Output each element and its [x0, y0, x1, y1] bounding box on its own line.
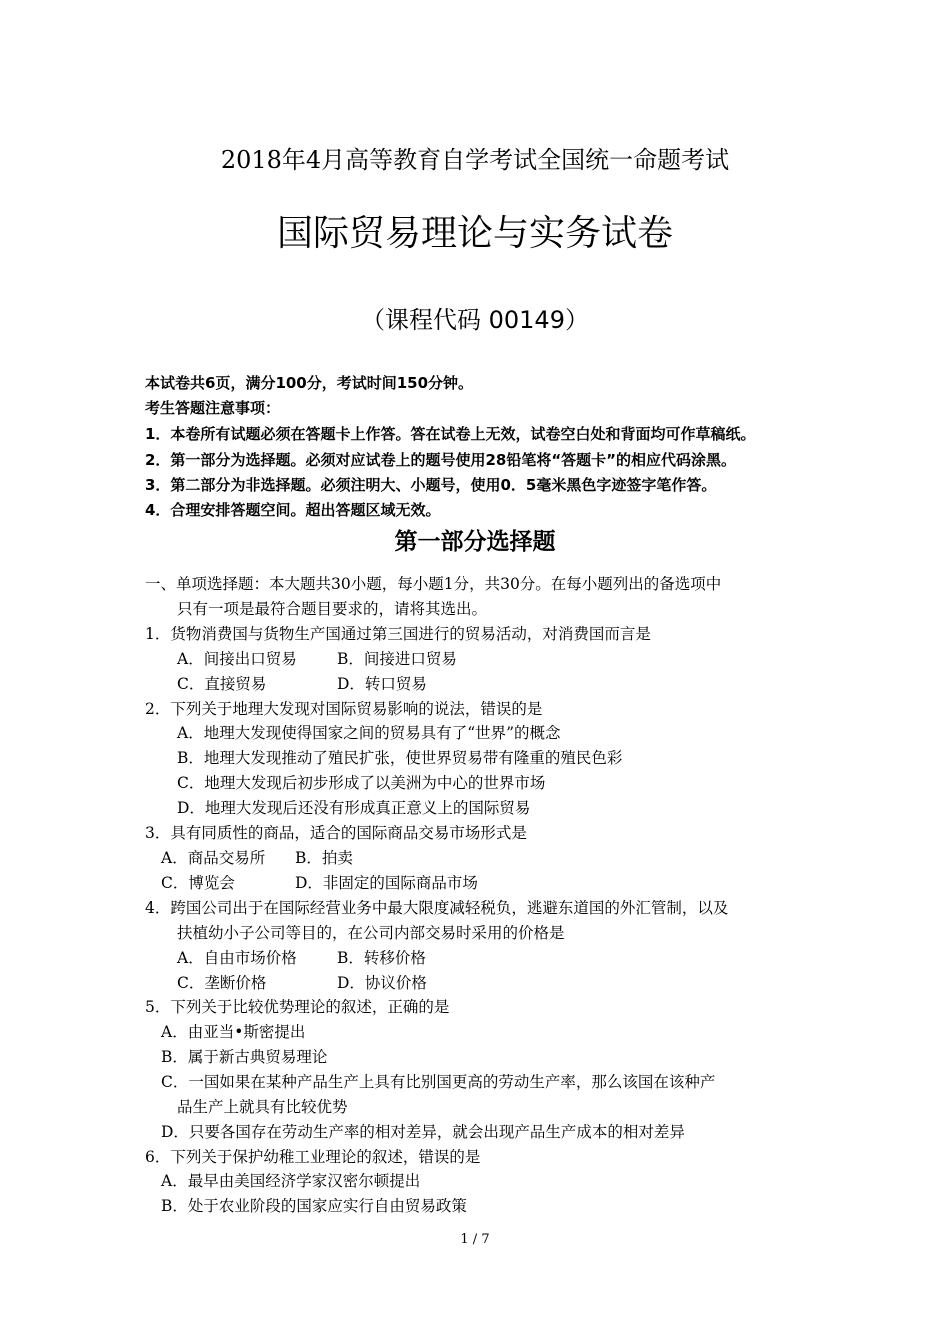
- question-option: C．垄断价格: [177, 974, 267, 992]
- question-stem: 6．下列关于保护幼稚工业理论的叙述，错误的是: [145, 1148, 481, 1166]
- question-option: B．转移价格: [337, 949, 426, 967]
- paper-title: 国际贸易理论与实务试卷: [276, 213, 673, 254]
- question-option: B．地理大发现推动了殖民扩张，使世界贸易带有隆重的殖民色彩: [177, 749, 623, 767]
- notice-item: 4．合理安排答题空间。超出答题区域无效。: [145, 501, 441, 519]
- question-stem-continued: 扶植幼小子公司等目的，在公司内部交易时采用的价格是: [177, 924, 565, 942]
- instructions-line: 只有一项是最符合题目要求的，请将其选出。: [177, 600, 488, 618]
- question-option: D．地理大发现后还没有形成真正意义上的国际贸易: [177, 799, 531, 817]
- instructions-line: 一、单项选择题：本大题共30小题，每小题1分，共30分。在每小题列出的备选项中: [145, 575, 722, 593]
- notice-heading: 考生答题注意事项：: [145, 399, 281, 417]
- notice-intro: 本试卷共6页，满分100分，考试时间150分钟。: [145, 374, 474, 392]
- question-option: A．商品交易所: [161, 849, 266, 867]
- question-option: D．协议价格: [337, 974, 427, 992]
- notice-item: 2．第一部分为选择题。必须对应试卷上的题号使用28铅笔将“答题卡”的相应代码涂黑。: [145, 451, 737, 469]
- question-option: A．自由市场价格: [177, 949, 297, 967]
- question-stem: 4．跨国公司出于在国际经营业务中最大限度减轻税负，逃避东道国的外汇管制，以及: [145, 899, 729, 917]
- question-option-continued: 品生产上就具有比较优势: [177, 1098, 348, 1116]
- question-option: B．拍卖: [295, 849, 353, 867]
- page-number: 1 / 7: [460, 1232, 490, 1247]
- question-stem: 1．货物消费国与货物生产国通过第三国进行的贸易活动，对消费国而言是: [145, 625, 651, 643]
- course-code: （课程代码 00149）: [361, 306, 589, 334]
- question-option: C．地理大发现后初步形成了以美洲为中心的世界市场: [177, 774, 546, 792]
- notice-item: 3．第二部分为非选择题。必须注明大、小题号，使用0．5毫米黑色字迹签字笔作答。: [145, 476, 717, 494]
- question-option: B．间接进口贸易: [337, 650, 457, 668]
- question-option: D．非固定的国际商品市场: [295, 874, 478, 892]
- question-option: B．属于新古典贸易理论: [161, 1048, 328, 1066]
- question-option: A．由亚当•斯密提出: [161, 1023, 306, 1041]
- notice-item: 1．本卷所有试题必须在答题卡上作答。答在试卷上无效，试卷空白处和背面均可作草稿纸。: [145, 425, 756, 443]
- question-option: D．只要各国存在劳动生产率的相对差异，就会出现产品生产成本的相对差异: [161, 1123, 685, 1141]
- question-option: D．转口贸易: [337, 675, 427, 693]
- question-option: C．一国如果在某种产品生产上具有比别国更高的劳动生产率，那么该国在该种产: [161, 1073, 716, 1091]
- question-option: A．间接出口贸易: [177, 650, 297, 668]
- question-option: B．处于农业阶段的国家应实行自由贸易政策: [161, 1197, 467, 1215]
- question-option: A．最早由美国经济学家汉密尔顿提出: [161, 1172, 421, 1190]
- section-title: 第一部分选择题: [394, 529, 556, 555]
- question-option: C．直接贸易: [177, 675, 267, 693]
- question-stem: 3．具有同质性的商品，适合的国际商品交易市场形式是: [145, 824, 527, 842]
- exam-header: 2018年4月高等教育自学考试全国统一命题考试: [220, 146, 730, 174]
- question-stem: 5．下列关于比较优势理论的叙述，正确的是: [145, 998, 450, 1016]
- question-option: C．博览会: [161, 874, 235, 892]
- question-option: A．地理大发现使得国家之间的贸易具有了“世界”的概念: [177, 724, 561, 742]
- question-stem: 2．下列关于地理大发现对国际贸易影响的说法，错误的是: [145, 700, 543, 718]
